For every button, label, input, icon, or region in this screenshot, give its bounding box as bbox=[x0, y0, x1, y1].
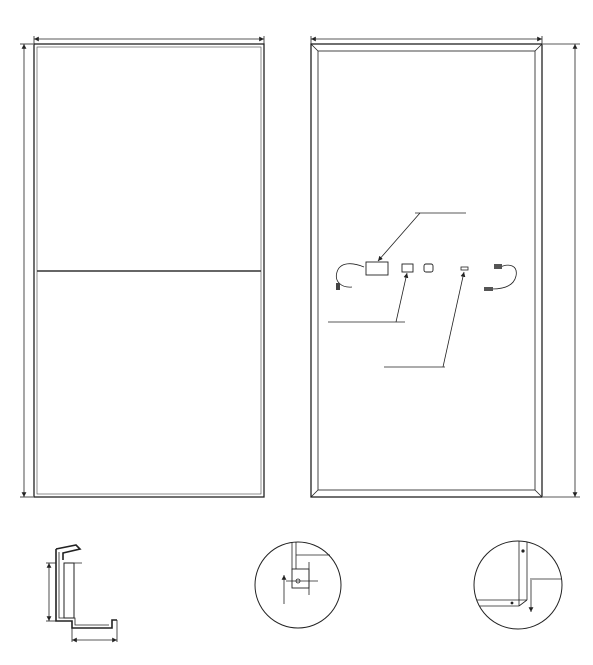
detail-ii-corner-dot bbox=[511, 602, 514, 605]
frame-profile-outer bbox=[56, 549, 117, 628]
connector-left bbox=[336, 283, 340, 290]
detail-i bbox=[255, 540, 341, 628]
back-view bbox=[311, 36, 580, 497]
detail-ii-hole bbox=[521, 549, 524, 552]
detail-ii-circle bbox=[474, 541, 562, 629]
section-aa bbox=[46, 545, 117, 642]
junction-box-small bbox=[424, 264, 433, 272]
anti-counterfeit-label bbox=[402, 264, 413, 272]
connector-right-bottom bbox=[484, 287, 493, 291]
junction-box-back-plate bbox=[366, 262, 388, 275]
front-view bbox=[20, 36, 264, 497]
frame-profile-top-lip bbox=[56, 545, 80, 560]
detail-i-hole-slot bbox=[292, 569, 309, 588]
frame-profile-chamber bbox=[64, 563, 74, 618]
code-sticker bbox=[461, 267, 468, 270]
detail-ii bbox=[470, 540, 564, 629]
connector-right-top bbox=[494, 264, 502, 269]
